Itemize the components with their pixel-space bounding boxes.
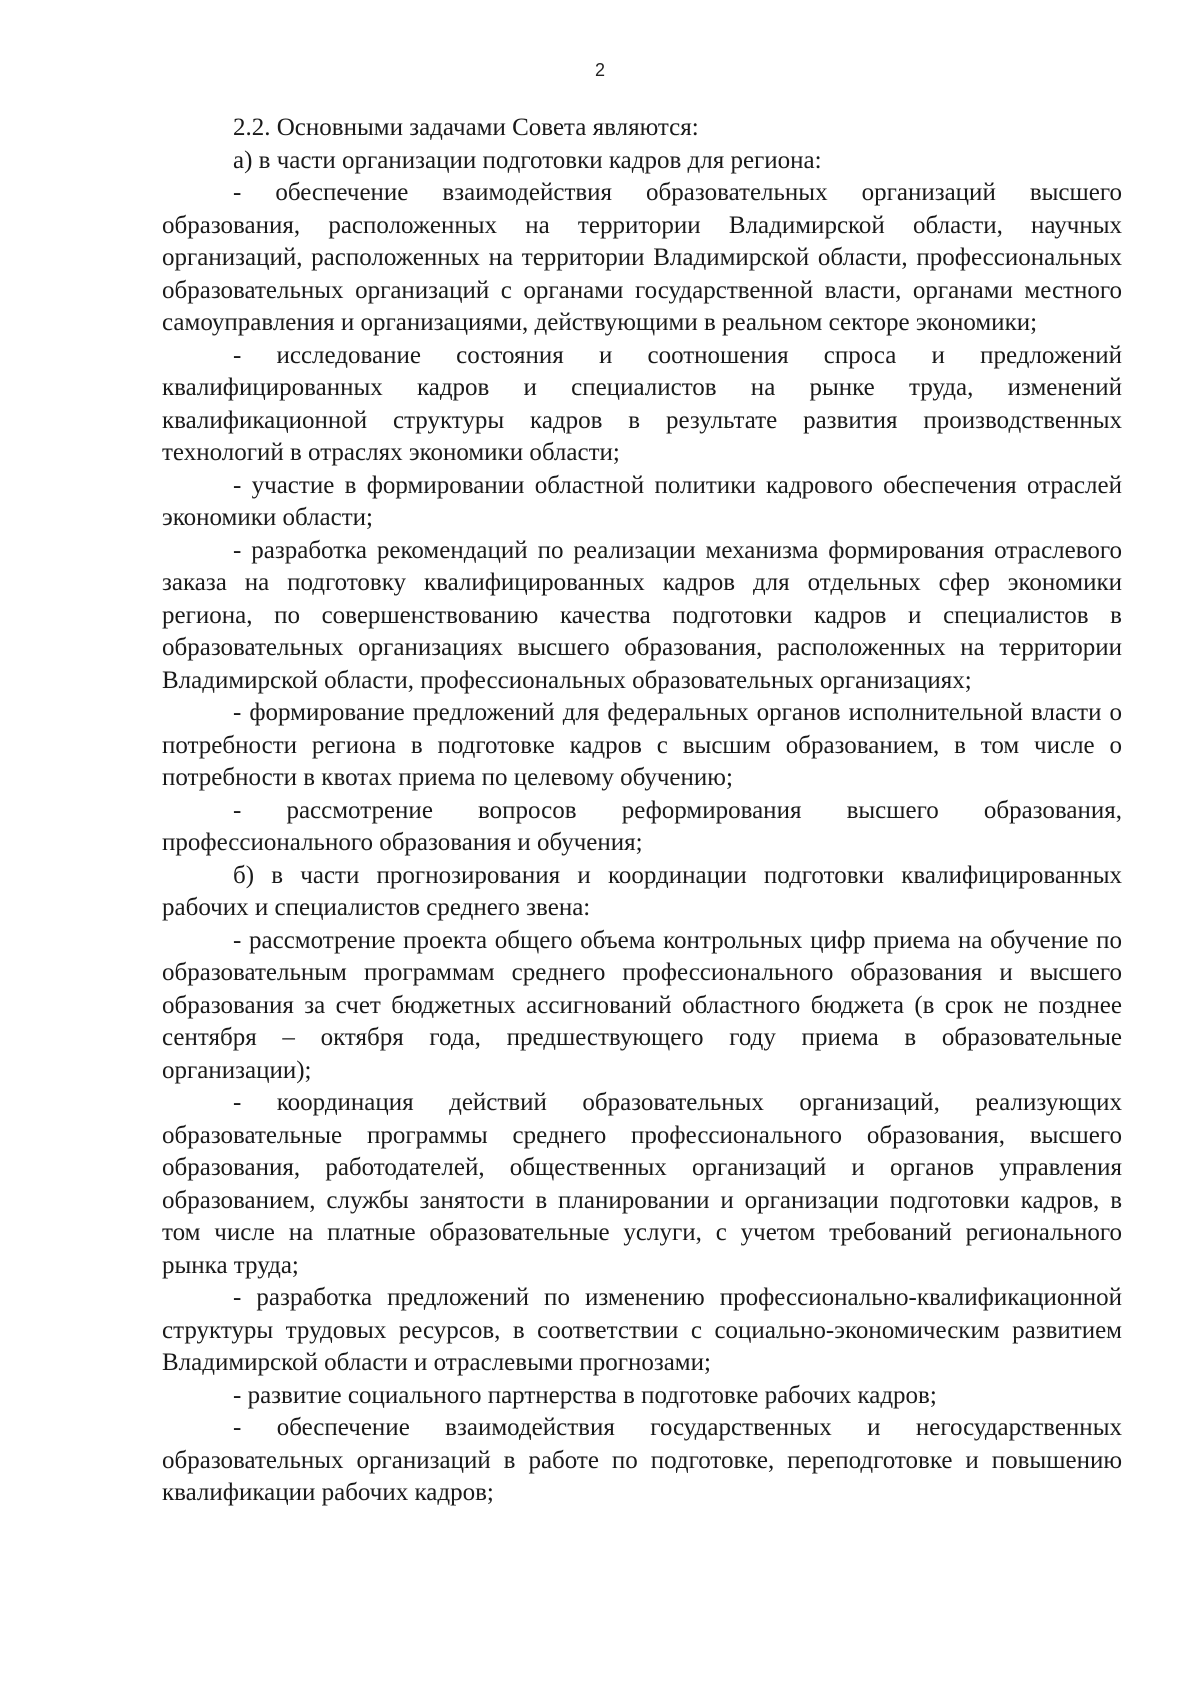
- list-item: - развитие социального партнерства в подготовке рабочих кадров;: [233, 1381, 937, 1409]
- list-item: - обеспечение взаимодействия образовательных организаций высшего образования, расположенных на территории Владимирской области, научных организаций, расположенных на территории Владимирской области, профессиональных образовательных организаций с органами государственной власти, органами местного самоуправления и организациями, действующими в реальном секторе экономики;: [162, 179, 1122, 336]
- list-item: - участие в формировании областной политики кадрового обеспечения отраслей экономики области;: [162, 471, 1122, 531]
- list-item: - рассмотрение проекта общего объема контрольных цифр приема на обучение по образовательным программам среднего профессионального образования и высшего образования за счет бюджетных ассигнований областного бюджета (в срок не позднее сентября – октября года, предшествующего году приема в образовательные организации);: [162, 926, 1122, 1084]
- list-item: - формирование предложений для федеральных органов исполнительной власти о потребности региона в подготовке кадров с высшим образованием, в том числе о потребности в квотах приема по целевому обучению;: [162, 699, 1122, 791]
- list-item: - координация действий образовательных организаций, реализующих образовательные программы среднего профессионального образования, высшего образования, работодателей, общественных организаций и органов управления образованием, службы занятости в планировании и организации подготовки кадров, в том числе на платные образовательные услуги, с учетом требований регионального рынка труда;: [162, 1089, 1122, 1279]
- list-item: - исследование состояния и соотношения спроса и предложений квалифицированных кадров и специалистов на рынке труда, изменений квалификационной структуры кадров в результате развития производственных технологий в отраслях экономики области;: [162, 341, 1122, 466]
- list-item: - разработка рекомендаций по реализации механизма формирования отраслевого заказа на подготовку квалифицированных кадров для отдельных сфер экономики региона, по совершенствованию качества подготовки кадров и специалистов в образовательных организациях высшего образования, расположенных на территории Владимирской области, профессиональных образовательных организациях;: [162, 536, 1122, 694]
- list-item: - обеспечение взаимодействия государственных и негосударственных образовательных организаций в работе по подготовке, переподготовке и повышению квалификации рабочих кадров;: [162, 1414, 1122, 1506]
- subsection-b-heading: б) в части прогнозирования и координации подготовки квалифицированных рабочих и специалистов среднего звена:: [162, 861, 1122, 921]
- document-body: [162, 112, 1122, 1510]
- list-item: - разработка предложений по изменению профессионально-квалификационной структуры трудовых ресурсов, в соответствии с социально-экономическим развитием Владимирской области и отраслевыми прогнозами;: [162, 1284, 1122, 1376]
- section-heading: 2.2. Основными задачами Совета являются:: [233, 114, 699, 141]
- page-number: 2: [594, 60, 605, 80]
- list-item: - рассмотрение вопросов реформирования высшего образования, профессионального образования и обучения;: [162, 796, 1122, 856]
- subsection-a-heading: а) в части организации подготовки кадров для региона:: [233, 146, 822, 174]
